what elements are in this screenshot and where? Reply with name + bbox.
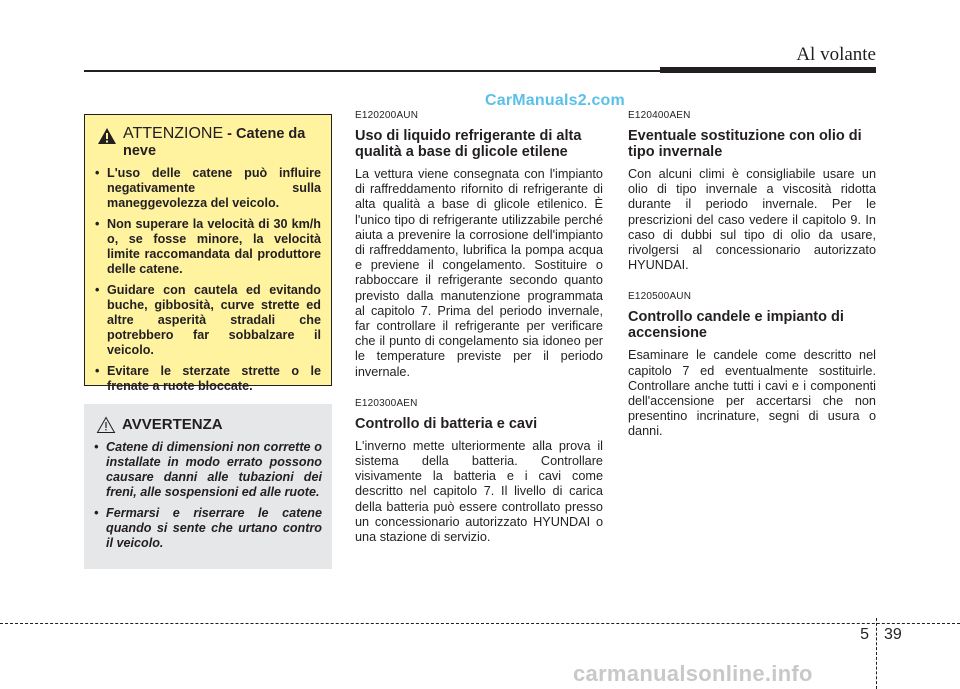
caution-item: • Fermarsi e riserrare le catene quando si sente che urtano contro il veicolo. — [92, 506, 322, 551]
section-code: E120400AEN — [628, 110, 691, 121]
caution-item: • Catene di dimensioni non corrette o installate in modo errato possono causare danni alle tubazioni dei freni, alle sospensioni ed alle ruote. — [92, 440, 322, 500]
section-body: Esaminare le candele come descritto nel capitolo 7 ed eventualmente sostituirle. Controllare anche tutti i cavi e i componenti dell'accensione per accertarsi che non presentino incrinature, segni di usura o danni. — [628, 348, 876, 439]
warning-list — [85, 166, 331, 394]
section-code: E120300AEN — [355, 397, 418, 409]
warning-title-sub: - Catene da neve — [123, 126, 306, 159]
header-rule — [84, 70, 660, 72]
section-title: Uso di liquido refrigerante di alta qualità a base di glicole etilene — [355, 128, 582, 160]
section-body: L'inverno mette ulteriormente alla prova il sistema della batteria. Controllare visivamente la batteria e i cavi come descritto nel capitolo 7. Il livello di carica della batteria può essere controllato presso un concessionario autorizzato HYUNDAI o una stazione di servizio. — [355, 438, 603, 545]
column-middle — [355, 110, 603, 563]
caution-list — [84, 440, 332, 551]
section-title: Eventuale sostituzione con olio di tipo invernale — [628, 128, 862, 160]
section-code: E120200AUN — [355, 110, 419, 121]
section-code: E120500AUN — [628, 291, 692, 303]
warning-item: • Non superare la velocità di 30 km/h o, se fosse minore, la velocità limite raccomandata dal produttore delle catene. — [93, 217, 321, 277]
footer-rule — [0, 623, 960, 624]
warning-title-main: ATTENZIONE — [123, 125, 224, 142]
warning-box — [84, 114, 332, 393]
section-body: La vettura viene consegnata con l'impianto di raffreddamento rifornito di refrigerante di alta qualità a base di glicole etilenico. È l'unico tipo di refrigerante utilizzabile perché aiuta a prevenire la corrosione dell'impianto di raffreddamento, lubrifica la pompa acqua e previene il congelamento. Sostituire o rabboccare il refrigerante secondo quanto previsto dalla manutenzione programmata al capitolo 7. Prima del periodo invernale, far controllare il refrigerante per verificare che il punto di congelamento sia idoneo per le temperature previste per il periodo invernale. — [355, 167, 603, 379]
running-header-title: Al volante — [796, 44, 876, 65]
section-body: Con alcuni climi è consigliabile usare un olio di tipo invernale a viscosità ridotta durante il periodo invernale. Per le prescrizioni del caso vedere il capitolo 9. In caso di dubbi sul tipo di olio da usare, rivolgersi al concessionario autorizzato HYUNDAI. — [628, 167, 876, 273]
column-right — [628, 110, 876, 458]
warning-item: • Guidare con cautela ed evitando buche, gibbosità, curve strette ed altre asperità stradali che potrebbero far sobbalzare il veicolo. — [93, 283, 321, 358]
warning-title — [123, 125, 321, 160]
warning-item: • L'uso delle catene può influire negativamente sulla maneggevolezza del veicolo. — [93, 166, 321, 211]
page-number-divider — [876, 618, 877, 689]
page-number: 39 — [884, 626, 902, 643]
watermark-bottom: carmanualsonline.info — [573, 661, 813, 686]
warning-item: • Evitare le sterzate strette o le frenate a ruote bloccate. — [93, 364, 321, 394]
header-rule-accent — [660, 67, 876, 73]
chapter-number: 5 — [860, 626, 869, 643]
section-title: Controllo di batteria e cavi — [355, 415, 538, 432]
watermark-top: CarManuals2.com — [485, 92, 625, 109]
caution-triangle-icon — [96, 416, 116, 434]
caution-box — [84, 404, 332, 569]
section-title: Controllo candele e impianto di accensione — [628, 309, 844, 342]
warning-triangle-icon — [97, 127, 117, 145]
caution-title: AVVERTENZA — [122, 415, 223, 433]
